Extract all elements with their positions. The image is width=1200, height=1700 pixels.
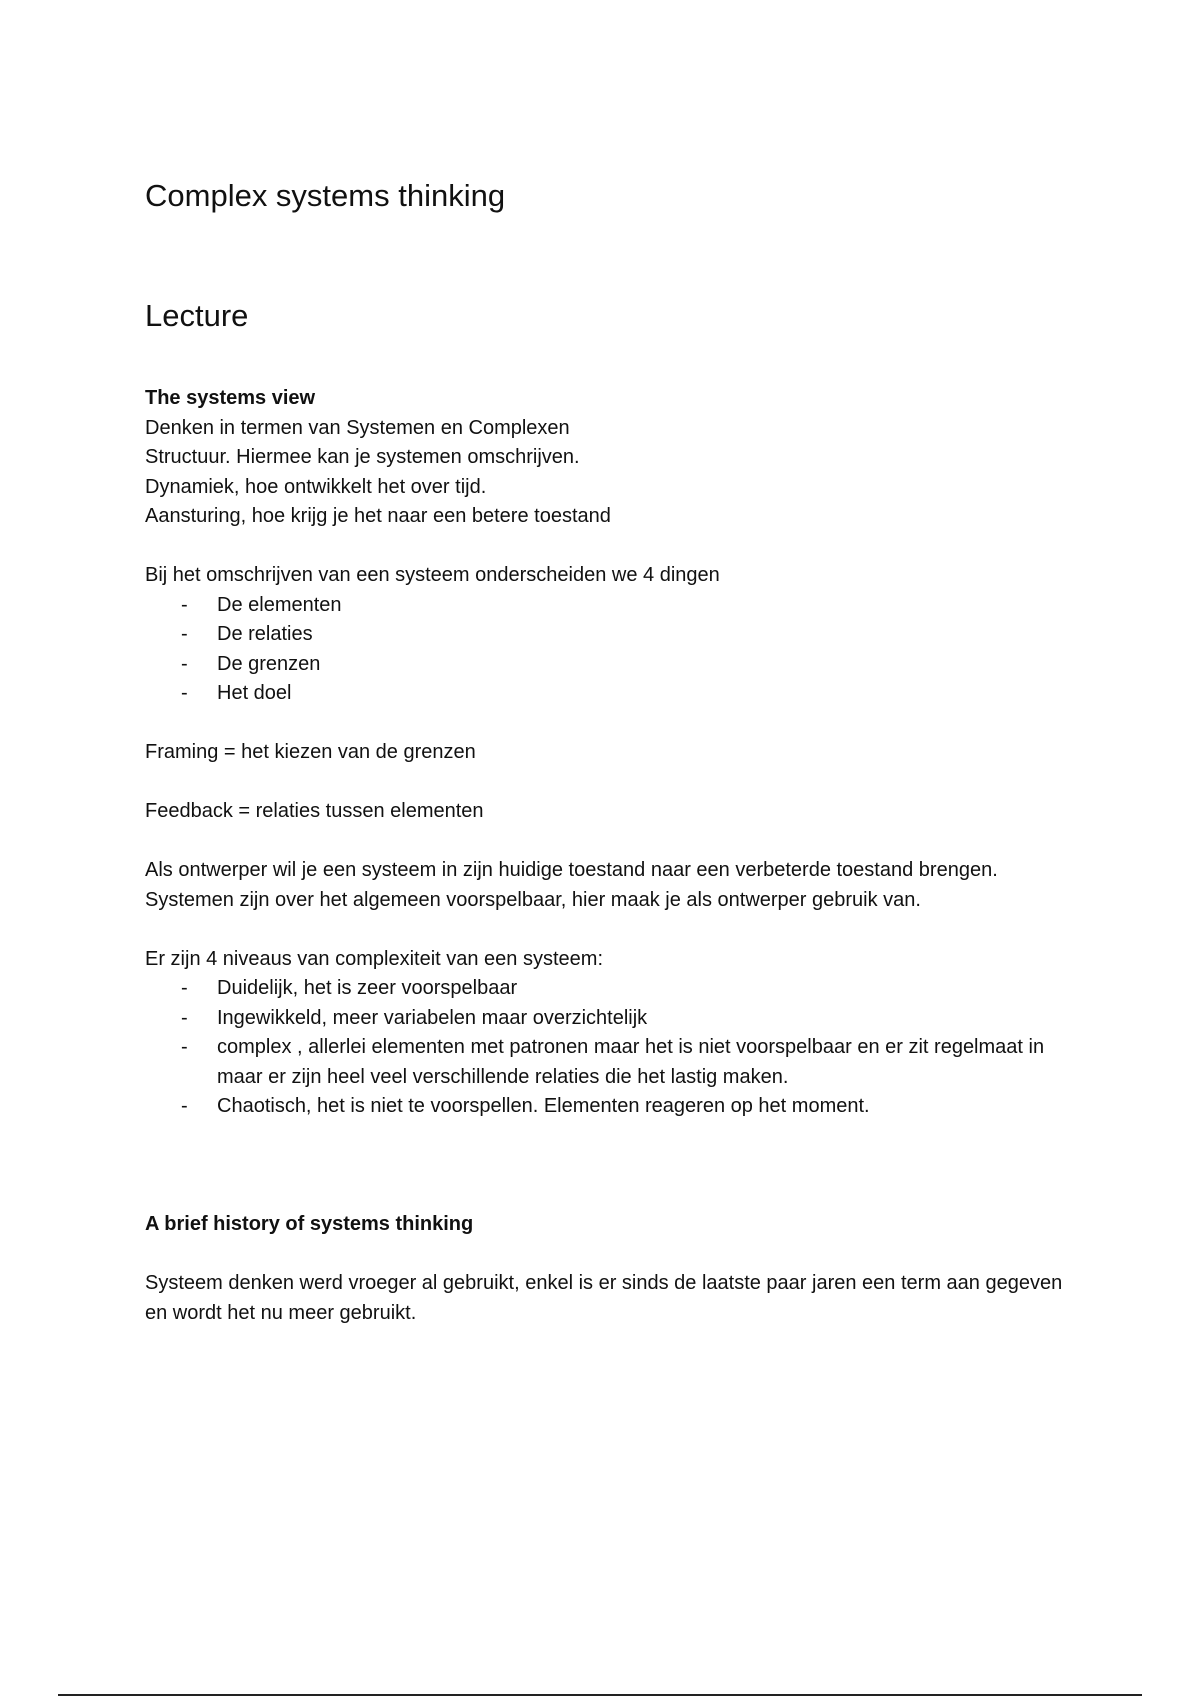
document-body <box>145 384 1085 1328</box>
body-line: Structuur. Hiermee kan je systemen omschrijven. <box>145 446 580 468</box>
history-paragraph: Systeem denken werd vroeger al gebruikt, enkel is er sinds de laatste paar jaren een term aan gegeven en wordt het nu meer gebruikt. <box>145 1272 1063 1324</box>
framing-definition: Framing = het kiezen van de grenzen <box>145 741 476 763</box>
list-item: - Duidelijk, het is zeer voorspelbaar <box>217 974 1085 1004</box>
body-line: Aansturing, hoe krijg je het naar een betere toestand <box>145 505 611 527</box>
list-item: - Ingewikkeld, meer variabelen maar overzichtelijk <box>217 1004 1085 1034</box>
body-line: Denken in termen van Systemen en Complexen <box>145 416 570 439</box>
lecture-heading: Lecture <box>145 298 249 333</box>
complexity-levels-intro: Er zijn 4 niveaus van complexiteit van een systeem: <box>145 947 603 970</box>
list-item: - Het doel <box>217 679 1085 709</box>
designer-paragraph: Als ontwerper wil je een systeem in zijn huidige toestand naar een verbeterde toestand brengen. Systemen zijn over het algemeen voorspelbaar, hier maak je als ontwerper gebruik van. <box>145 859 998 911</box>
four-things-list <box>145 591 1085 709</box>
list-item: - De relaties <box>217 620 1085 650</box>
list-item: - De grenzen <box>217 650 1085 680</box>
section-heading-systems-view: The systems view <box>145 387 316 409</box>
complexity-levels-list <box>145 974 1085 1122</box>
body-line: Dynamiek, hoe ontwikkelt het over tijd. <box>145 475 487 498</box>
list-item: - De elementen <box>217 591 1085 621</box>
list-item: - complex , allerlei elementen met patronen maar het is niet voorspelbaar en er zit regelmaat in maar er zijn heel veel verschillende relaties die het lastig maken. <box>217 1033 1085 1092</box>
list-item: - Chaotisch, het is niet te voorspellen. Elementen reageren op het moment. <box>217 1092 1085 1122</box>
document-title: Complex systems thinking <box>145 178 506 213</box>
four-things-intro: Bij het omschrijven van een systeem onderscheiden we 4 dingen <box>145 564 720 586</box>
section-heading-history: A brief history of systems thinking <box>145 1213 474 1235</box>
feedback-definition: Feedback = relaties tussen elementen <box>145 800 484 822</box>
footer-divider <box>58 1694 1142 1696</box>
